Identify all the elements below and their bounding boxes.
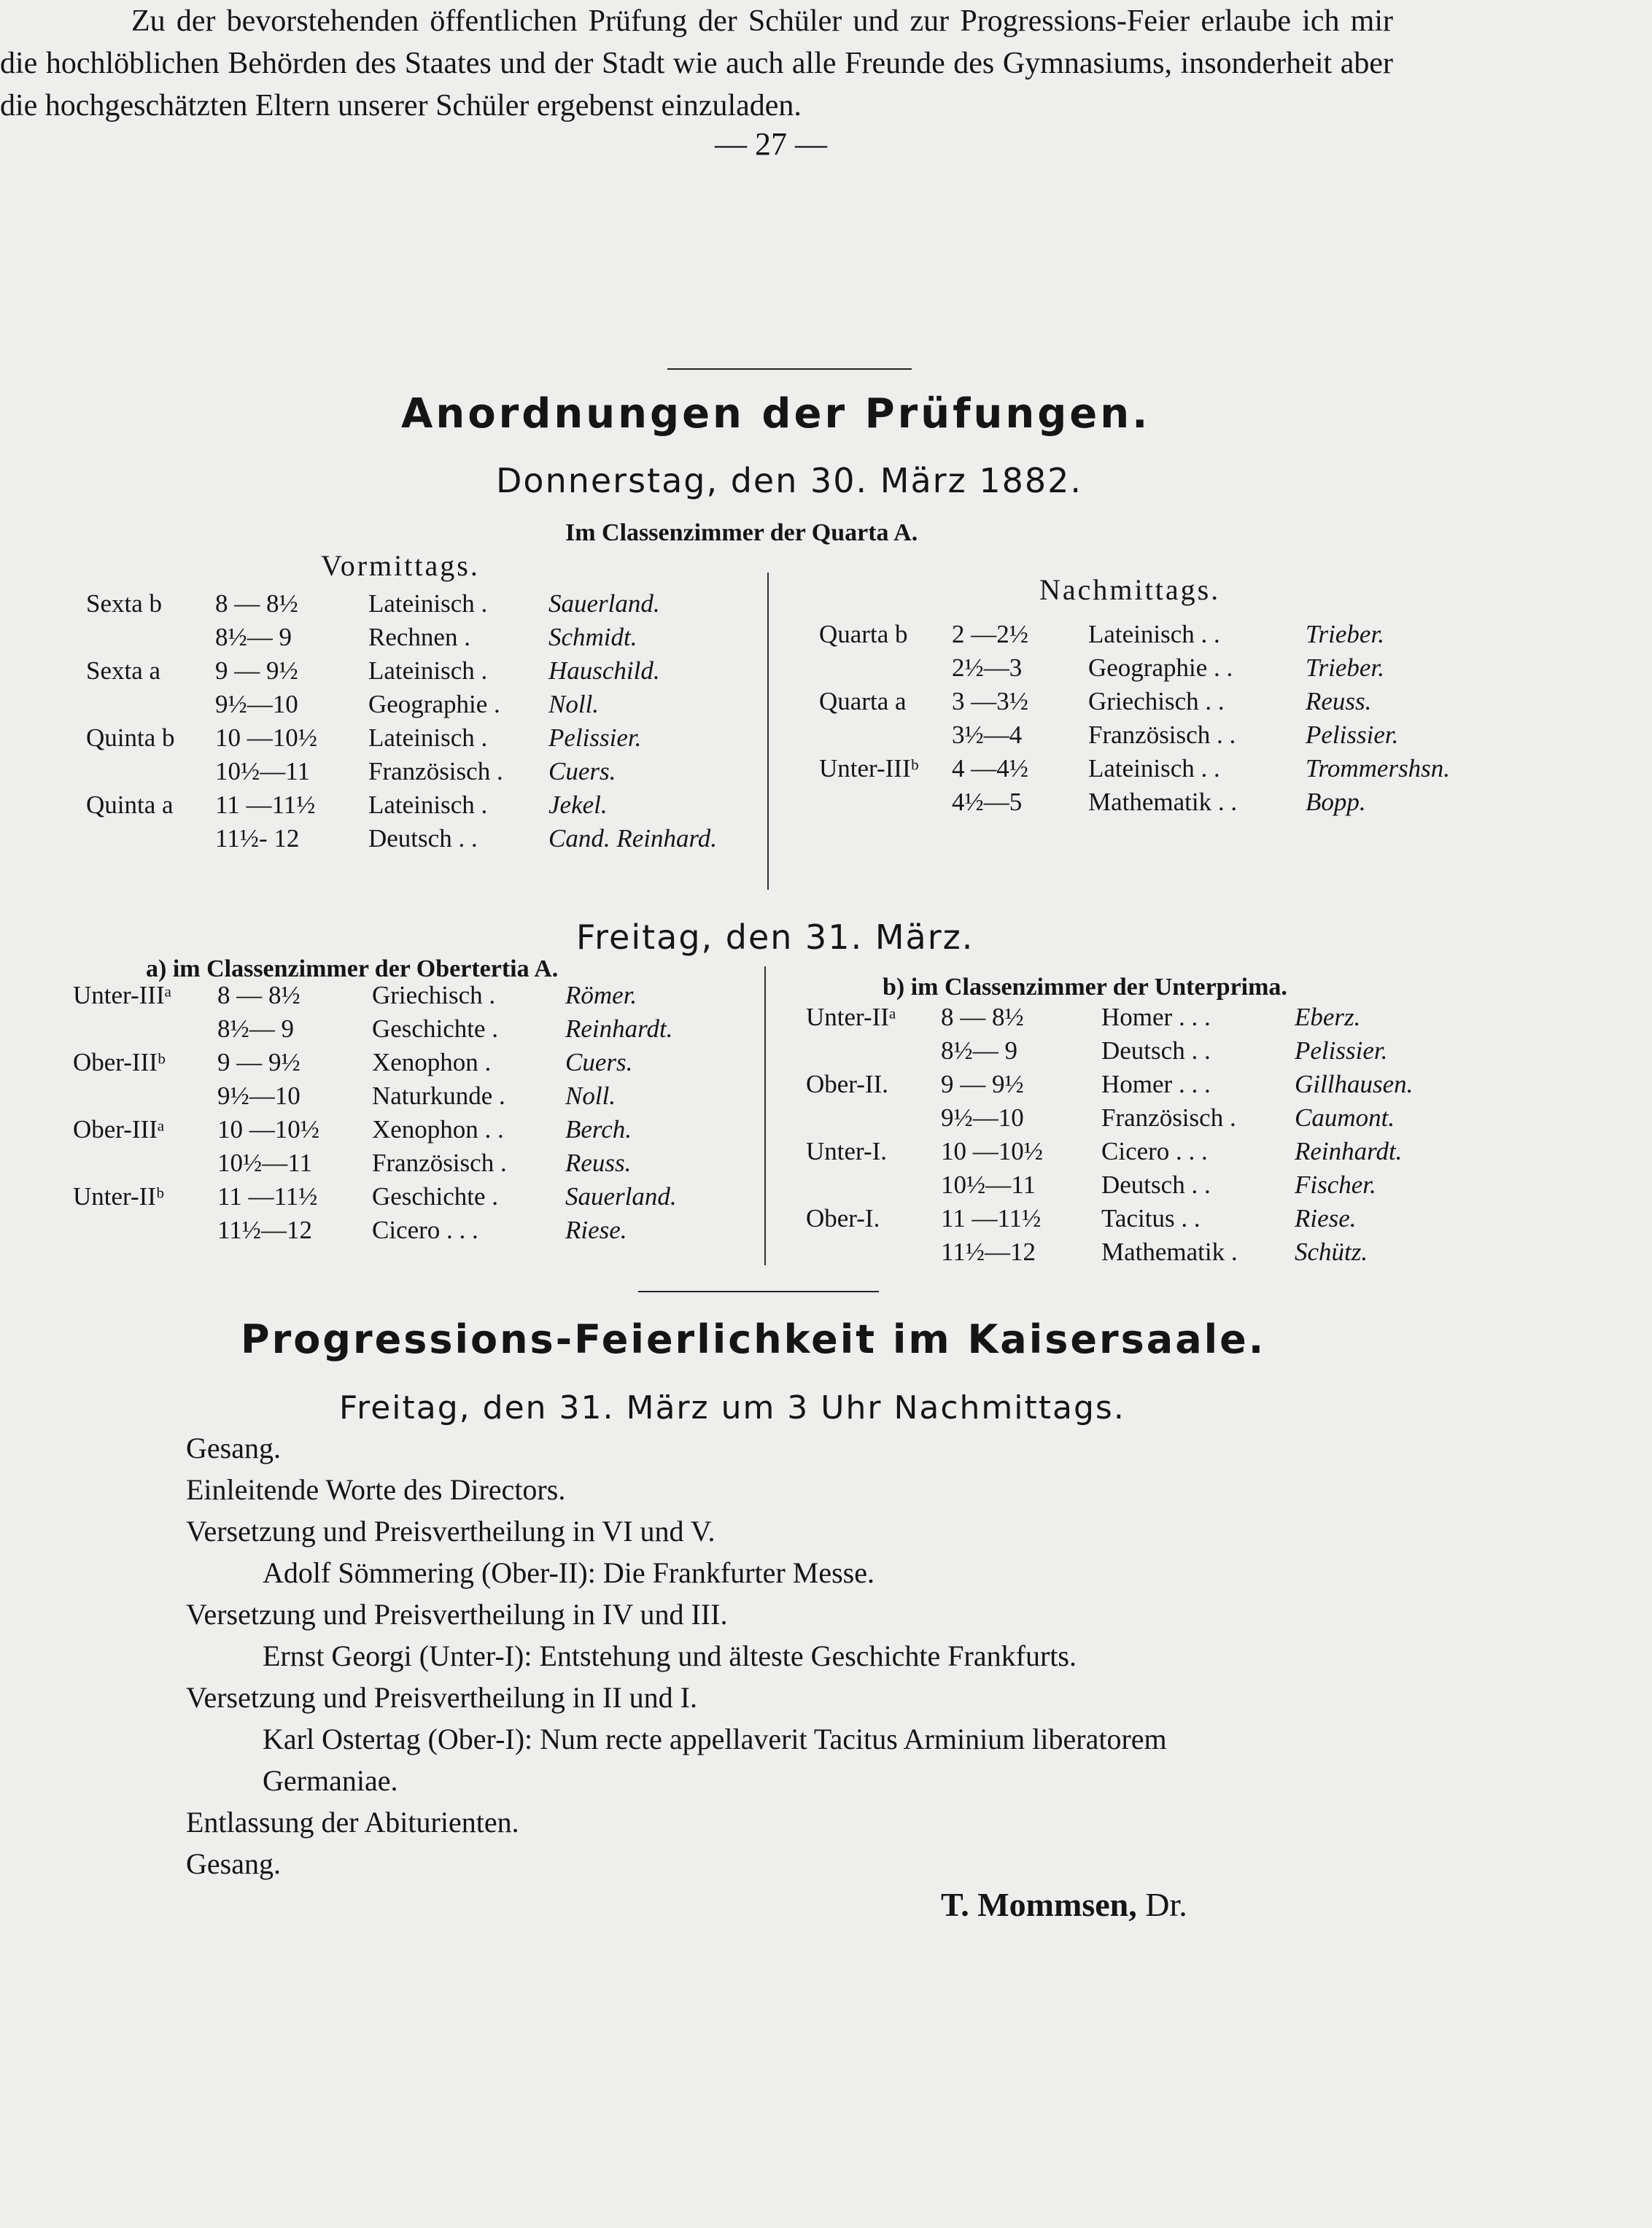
schedule-teacher: Cand. Reinhard. bbox=[548, 824, 718, 853]
schedule-subject: Französisch . bbox=[1101, 1103, 1236, 1132]
schedule-subject: Homer . . . bbox=[1101, 1070, 1211, 1098]
schedule-subject: Französisch . bbox=[372, 1149, 507, 1177]
section2-date: Freitag, den 31. März. bbox=[576, 917, 974, 957]
schedule-subject: Geographie . . bbox=[1088, 653, 1233, 682]
program-item: Ernst Georgi (Unter-I): Entstehung und älteste Geschichte Frankfurts. bbox=[263, 1639, 1077, 1672]
schedule-time: 11½—12 bbox=[941, 1238, 1036, 1266]
divider-1 bbox=[667, 368, 912, 370]
schedule-teacher: Reuss. bbox=[565, 1149, 632, 1177]
schedule-subject: Naturkunde . bbox=[372, 1082, 505, 1110]
schedule-time: 9½—10 bbox=[217, 1082, 300, 1110]
schedule-time: 3 —3½ bbox=[952, 687, 1028, 715]
schedule-time: 8½— 9 bbox=[941, 1036, 1017, 1065]
program-item: Versetzung und Preisvertheilung in II und I. bbox=[186, 1681, 697, 1714]
schedule-time: 11 —11½ bbox=[217, 1182, 318, 1211]
schedule-cls: Ober-IIIᵃ bbox=[73, 1115, 165, 1144]
schedule-time: 10½—11 bbox=[217, 1149, 312, 1177]
schedule-subject: Griechisch . . bbox=[1088, 687, 1225, 715]
schedule-teacher: Pelissier. bbox=[1306, 721, 1399, 749]
schedule-subject: Lateinisch . . bbox=[1088, 754, 1220, 783]
schedule-teacher: Pelissier. bbox=[548, 723, 642, 752]
schedule-cls: Quinta b bbox=[86, 723, 175, 752]
schedule-time: 8 — 8½ bbox=[941, 1003, 1024, 1031]
schedule-subject: Cicero . . . bbox=[372, 1216, 478, 1244]
schedule-time: 8 — 8½ bbox=[215, 589, 298, 618]
schedule-teacher: Schmidt. bbox=[548, 623, 637, 651]
schedule-teacher: Gillhausen. bbox=[1295, 1070, 1413, 1098]
program-item: Versetzung und Preisvertheilung in VI und V. bbox=[186, 1515, 716, 1548]
schedule-cls: Unter-IIIᵇ bbox=[819, 754, 919, 783]
column-separator-1 bbox=[767, 572, 769, 890]
schedule-subject: Geschichte . bbox=[372, 1182, 498, 1211]
schedule-teacher: Jekel. bbox=[548, 791, 608, 819]
section3-title: Progressions-Feierlichkeit im Kaisersaale. bbox=[241, 1316, 1266, 1362]
schedule-subject: Lateinisch . . bbox=[1088, 620, 1220, 648]
schedule-teacher: Reinhardt. bbox=[1295, 1137, 1403, 1165]
program-item: Karl Ostertag (Ober-I): Num recte appellaverit Tacitus Arminium liberatorem bbox=[263, 1723, 1167, 1755]
schedule-time: 9 — 9½ bbox=[941, 1070, 1024, 1098]
schedule-teacher: Reinhardt. bbox=[565, 1014, 673, 1043]
signature bbox=[941, 1885, 1187, 1924]
schedule-time: 4½—5 bbox=[952, 788, 1023, 816]
schedule-subject: Deutsch . . bbox=[1101, 1036, 1211, 1065]
schedule-time: 9½—10 bbox=[215, 690, 298, 718]
schedule-time: 8½— 9 bbox=[215, 623, 292, 651]
schedule-teacher: Pelissier. bbox=[1295, 1036, 1388, 1065]
schedule-teacher: Römer. bbox=[565, 981, 637, 1009]
schedule-teacher: Berch. bbox=[565, 1115, 632, 1144]
schedule-time: 11½- 12 bbox=[215, 824, 300, 853]
program-item: Gesang. bbox=[186, 1847, 281, 1880]
morning-label: Vormittags. bbox=[321, 549, 480, 582]
schedule-teacher: Schütz. bbox=[1295, 1238, 1368, 1266]
intro-text: Zu der bevorstehenden öffentlichen Prüfung der Schüler und zur Progressions-Feier erlaube ich mir die hochlöblichen Behörden des Staates und der Stadt wie auch alle Freunde des Gymnasiums, insonderheit aber die hochgeschätzten Eltern unserer Schüler ergebenst einzuladen. bbox=[0, 4, 1393, 123]
program-item: Adolf Sömmering (Ober-II): Die Frankfurter Messe. bbox=[263, 1556, 875, 1589]
schedule-subject: Lateinisch . bbox=[368, 656, 488, 685]
signature-name: T. Mommsen, bbox=[941, 1886, 1137, 1923]
divider-2 bbox=[638, 1291, 879, 1292]
section3-date: Freitag, den 31. März um 3 Uhr Nachmittags. bbox=[339, 1389, 1125, 1427]
schedule-cls: Unter-I. bbox=[806, 1137, 888, 1165]
schedule-teacher: Bopp. bbox=[1306, 788, 1366, 816]
schedule-teacher: Noll. bbox=[548, 690, 600, 718]
schedule-time: 11½—12 bbox=[217, 1216, 312, 1244]
schedule-cls: Quarta a bbox=[819, 687, 907, 715]
schedule-time: 10 —10½ bbox=[217, 1115, 319, 1144]
program-item: Entlassung der Abiturienten. bbox=[186, 1806, 519, 1839]
schedule-cls: Sexta b bbox=[86, 589, 163, 618]
schedule-subject: Cicero . . . bbox=[1101, 1137, 1208, 1165]
schedule-subject: Xenophon . bbox=[372, 1048, 492, 1076]
schedule-teacher: Riese. bbox=[1295, 1204, 1357, 1233]
schedule-subject: Homer . . . bbox=[1101, 1003, 1211, 1031]
left-room: a) im Classenzimmer der Obertertia A. bbox=[146, 955, 559, 982]
schedule-subject: Rechnen . bbox=[368, 623, 470, 651]
schedule-time: 11 —11½ bbox=[941, 1204, 1042, 1233]
schedule-subject: Lateinisch . bbox=[368, 723, 488, 752]
schedule-time: 9½—10 bbox=[941, 1103, 1024, 1132]
schedule-subject: Deutsch . . bbox=[368, 824, 478, 853]
afternoon-label: Nachmittags. bbox=[1039, 573, 1221, 606]
column-separator-2 bbox=[764, 966, 766, 1265]
schedule-time: 9 — 9½ bbox=[217, 1048, 300, 1076]
schedule-subject: Mathematik . . bbox=[1088, 788, 1238, 816]
program-item: Einleitende Worte des Directors. bbox=[186, 1473, 566, 1506]
schedule-subject: Geschichte . bbox=[372, 1014, 498, 1043]
schedule-time: 3½—4 bbox=[952, 721, 1023, 749]
schedule-cls: Ober-II. bbox=[806, 1070, 888, 1098]
schedule-subject: Tacitus . . bbox=[1101, 1204, 1201, 1233]
schedule-cls: Ober-IIIᵇ bbox=[73, 1048, 166, 1076]
schedule-teacher: Fischer. bbox=[1295, 1171, 1376, 1199]
schedule-teacher: Trieber. bbox=[1306, 653, 1384, 682]
program-item: Germaniae. bbox=[263, 1764, 398, 1797]
schedule-time: 10½—11 bbox=[215, 757, 310, 785]
schedule-cls: Unter-IIᵃ bbox=[806, 1003, 896, 1031]
schedule-teacher: Reuss. bbox=[1306, 687, 1372, 715]
schedule-time: 4 —4½ bbox=[952, 754, 1028, 783]
schedule-subject: Griechisch . bbox=[372, 981, 496, 1009]
section1-title: Anordnungen der Prüfungen. bbox=[401, 390, 1151, 438]
schedule-teacher: Hauschild. bbox=[548, 656, 660, 685]
schedule-time: 8 — 8½ bbox=[217, 981, 300, 1009]
schedule-time: 9 — 9½ bbox=[215, 656, 298, 685]
schedule-teacher: Caumont. bbox=[1295, 1103, 1395, 1132]
schedule-teacher: Eberz. bbox=[1295, 1003, 1361, 1031]
schedule-time: 10 —10½ bbox=[941, 1137, 1043, 1165]
schedule-teacher: Cuers. bbox=[548, 757, 616, 785]
schedule-subject: Mathematik . bbox=[1101, 1238, 1238, 1266]
schedule-teacher: Noll. bbox=[565, 1082, 616, 1110]
schedule-subject: Deutsch . . bbox=[1101, 1171, 1211, 1199]
schedule-subject: Xenophon . . bbox=[372, 1115, 504, 1144]
schedule-subject: Geographie . bbox=[368, 690, 500, 718]
schedule-time: 11 —11½ bbox=[215, 791, 316, 819]
right-room: b) im Classenzimmer der Unterprima. bbox=[883, 974, 1287, 1001]
schedule-time: 2½—3 bbox=[952, 653, 1023, 682]
schedule-teacher: Riese. bbox=[565, 1216, 627, 1244]
schedule-subject: Lateinisch . bbox=[368, 589, 488, 618]
schedule-time: 10 —10½ bbox=[215, 723, 317, 752]
schedule-cls: Quinta a bbox=[86, 791, 174, 819]
schedule-subject: Französisch . bbox=[368, 757, 503, 785]
program-item: Gesang. bbox=[186, 1432, 281, 1464]
schedule-teacher: Sauerland. bbox=[565, 1182, 677, 1211]
schedule-teacher: Cuers. bbox=[565, 1048, 633, 1076]
schedule-teacher: Trieber. bbox=[1306, 620, 1384, 648]
intro-paragraph bbox=[0, 0, 1393, 127]
schedule-cls: Sexta a bbox=[86, 656, 161, 685]
schedule-cls: Ober-I. bbox=[806, 1204, 880, 1233]
schedule-cls: Unter-IIIᵃ bbox=[73, 981, 172, 1009]
schedule-teacher: Trommershsn. bbox=[1306, 754, 1451, 783]
schedule-time: 10½—11 bbox=[941, 1171, 1036, 1199]
schedule-cls: Quarta b bbox=[819, 620, 908, 648]
page-number: — 27 — bbox=[715, 126, 827, 162]
section1-room: Im Classenzimmer der Quarta A. bbox=[565, 519, 918, 546]
schedule-time: 2 —2½ bbox=[952, 620, 1028, 648]
section1-date: Donnerstag, den 30. März 1882. bbox=[496, 461, 1083, 500]
schedule-teacher: Sauerland. bbox=[548, 589, 660, 618]
schedule-time: 8½— 9 bbox=[217, 1014, 294, 1043]
program-item: Versetzung und Preisvertheilung in IV und III. bbox=[186, 1598, 728, 1631]
schedule-subject: Lateinisch . bbox=[368, 791, 488, 819]
schedule-cls: Unter-IIᵇ bbox=[73, 1182, 164, 1211]
schedule-subject: Französisch . . bbox=[1088, 721, 1236, 749]
signature-title: Dr. bbox=[1145, 1886, 1187, 1923]
